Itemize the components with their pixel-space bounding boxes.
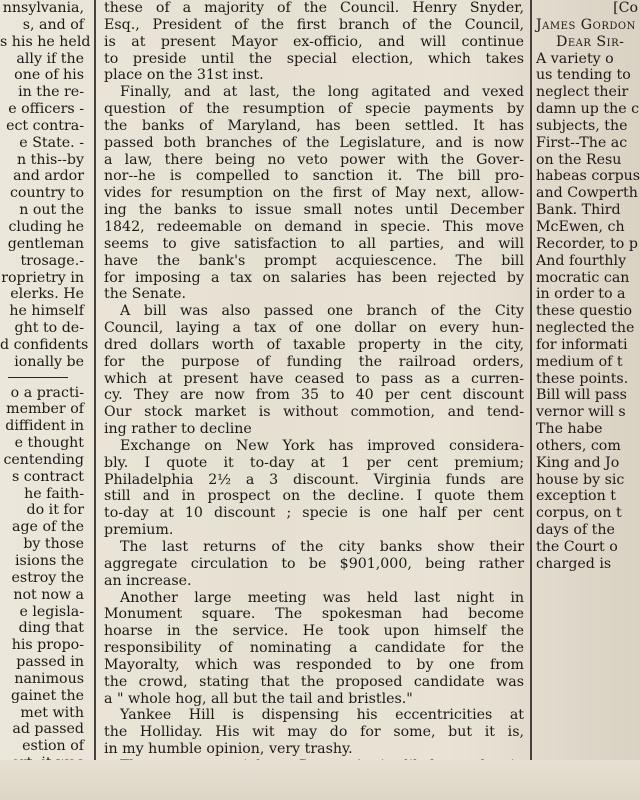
- article-line: house by sic: [536, 471, 625, 488]
- article-line: aggregate circulation to be $901,000, being rather: [104, 555, 524, 572]
- text-line: age of the: [12, 519, 84, 536]
- article-line: place on the 31st inst.: [104, 67, 264, 84]
- text-line: estroy the: [11, 569, 84, 586]
- text-line: gainet the: [10, 687, 84, 704]
- article-line: for the purpose of funding the railroad orders,: [104, 353, 524, 370]
- article-line: vides for resumption on the first of May next, allow-: [104, 185, 524, 202]
- article-line: premium.: [104, 522, 174, 539]
- article-line: Mayoralty, which was responded to by one from: [104, 656, 524, 673]
- article-line: charged is: [536, 555, 612, 572]
- text-line: cluding he: [8, 218, 84, 235]
- text-line: he faith-: [24, 485, 84, 502]
- article-line: And fourthly: [536, 252, 627, 269]
- article-line: us tending to: [536, 67, 631, 84]
- text-line: o a practi-: [10, 384, 84, 401]
- article-line: the Senate.: [104, 286, 187, 303]
- article-line: Yankee Hill is dispensing his eccentricities at: [120, 707, 524, 724]
- article-line: Our stock market is without commotion, and tend-: [104, 404, 524, 421]
- article-line: ing rather to decline: [104, 421, 252, 438]
- article-line: The last returns of the city banks show their: [120, 539, 524, 555]
- page-bottom-margin: [0, 760, 640, 800]
- article-line: neglected the: [536, 320, 635, 337]
- article-line: A variety o: [536, 50, 614, 67]
- article-line: exception t: [536, 488, 616, 505]
- right-column-header: [Co: [613, 0, 638, 16]
- article-line: still and in prospect on the decline. I quote them: [104, 488, 524, 505]
- article-line: nor--he is compelled to sanction it. The bill pro-: [104, 168, 524, 185]
- article-line: subjects, the: [536, 117, 628, 134]
- text-line: nanimous: [14, 670, 84, 687]
- article-line: an increase.: [104, 572, 192, 589]
- article-line: Philadelphia 2½ a 3 discount. Virginia funds are: [104, 471, 524, 488]
- article-line: question of the resumption of specie payments by: [104, 101, 524, 118]
- article-line: Esq., President of the first branch of the Council,: [104, 16, 524, 33]
- article-line: in order to a: [536, 286, 626, 303]
- text-line: e officers -: [8, 101, 84, 118]
- text-line: s his he held: [0, 33, 91, 50]
- text-line: trosage.-: [20, 252, 84, 269]
- article-line: mocratic can: [536, 269, 630, 286]
- text-line: in the re-: [18, 84, 84, 101]
- article-line: hoarse in the service. He took upon himself the: [104, 623, 524, 640]
- text-line: elerks. He: [10, 286, 84, 303]
- article-line: McEwen, ch: [536, 218, 625, 235]
- text-line: he himself: [9, 303, 84, 320]
- text-line: n this--by: [17, 151, 84, 168]
- article-line: for informati: [536, 336, 628, 353]
- text-line: d confidents: [0, 336, 89, 353]
- article-line: seems to give satisfaction to all parties, and will: [104, 235, 524, 252]
- left-column: [0, 0, 91, 760]
- article-line: the banks of Maryland, has been settled. It has: [104, 117, 524, 134]
- article-line: King and Jo: [536, 454, 620, 471]
- article-line: to preside until the special election, which takes: [104, 50, 524, 67]
- article-line: the Court o: [536, 539, 618, 555]
- article-line: Council, laying a tax of one dollar on every hun-: [104, 320, 524, 337]
- text-line: ally if the: [16, 50, 84, 67]
- text-line: ad passed: [12, 721, 84, 738]
- text-line: s contract: [11, 468, 84, 485]
- text-line: country to: [9, 185, 84, 202]
- article-line: Exchange on New York has improved considera-: [120, 437, 524, 454]
- article-line: for imposing a tax on salaries has been rejected by: [104, 269, 524, 286]
- article-line: cy. They are now from 35 to 40 per cent discount: [104, 387, 524, 404]
- article-line: a law, there being no veto power with the Gover-: [104, 151, 524, 168]
- text-line: not now a: [13, 586, 84, 603]
- article-line: Bill will pass: [536, 387, 627, 404]
- article-line: dred dollars worth of taxable property in the city,: [104, 336, 524, 353]
- text-line: isions the: [14, 553, 84, 569]
- article-line: passed both branches of the Legislature, and is now: [104, 134, 524, 151]
- article-line: vernor will s: [536, 404, 626, 421]
- article-line: Recorder, to p: [536, 235, 638, 252]
- article-line: have the bank's prompt acquiescence. The bill: [104, 252, 524, 269]
- article-line: damn up the c: [536, 101, 640, 118]
- text-line: ght to de-: [14, 320, 84, 337]
- article-line: neglect their: [536, 84, 629, 101]
- article-line: Finally, and at last, the long agitated and vexed: [120, 84, 524, 101]
- article-line: is at present Mayor ex-officio, and will continue: [104, 33, 524, 50]
- text-line: nnsylvania,: [2, 0, 84, 16]
- text-line: e State. -: [19, 134, 84, 151]
- article-line: these of a majority of the Council. Henry Snyder,: [104, 0, 524, 16]
- article-line: medium of t: [536, 353, 623, 370]
- article-line: A bill was also passed one branch of the City: [120, 303, 524, 320]
- article-line: Bank. Third: [536, 202, 621, 219]
- text-line: e legisla-: [19, 603, 84, 620]
- article-line: days of the: [536, 522, 615, 539]
- text-line: passed in: [16, 654, 84, 671]
- text-line: centending: [3, 451, 84, 468]
- article-line: First--The ac: [536, 134, 628, 151]
- article-line: and Cowperth: [536, 185, 638, 202]
- text-line: roprietry in: [1, 269, 84, 286]
- article-line: the crowd, stating that the proposed candidate was: [104, 673, 524, 690]
- article-line: bly. I quote it to-day at 1 per cent premium;: [104, 454, 524, 471]
- text-line: ding that: [18, 620, 84, 637]
- text-line: do it for: [26, 502, 84, 519]
- article-line: responsibility of nominating a candidate for the: [104, 640, 524, 657]
- article-line: ing the banks to issue small notes until December: [104, 202, 524, 219]
- article-line: these points.: [536, 370, 629, 387]
- column-rule-right: [530, 0, 532, 760]
- article-line: others, com: [536, 437, 621, 454]
- text-line: s, and of: [22, 16, 84, 33]
- text-line: n out the: [19, 202, 84, 219]
- text-line: diffident in: [5, 418, 84, 435]
- column-separator: [0, 371, 84, 385]
- text-line: by those: [23, 536, 84, 553]
- article-line: habeas corpus: [536, 168, 640, 185]
- article-line: on the Resu: [536, 151, 622, 168]
- text-line: estion of: [22, 738, 84, 755]
- article-line: The habe: [536, 421, 603, 438]
- text-line: his propo-: [11, 637, 84, 654]
- letter-salutation: Dear Sir-: [556, 33, 625, 50]
- text-line: one of his: [14, 67, 84, 84]
- article-line: corpus, on t: [536, 505, 622, 522]
- middle-column: [104, 0, 524, 760]
- text-line: e thought: [14, 435, 84, 452]
- text-line: ect contra-: [6, 117, 84, 134]
- right-column: [536, 0, 640, 760]
- article-line: to-day at 10 discount ; specie is one half per cent: [104, 505, 524, 522]
- text-line: ionally be: [14, 353, 84, 370]
- article-line: a " whole hog, all but the tail and bristles.": [104, 690, 413, 707]
- article-line: in my humble opinion, very trashy.: [104, 741, 353, 758]
- text-line: member of: [6, 401, 84, 418]
- article-line: 1842, redeemable on demand in specie. This move: [104, 218, 524, 235]
- article-line: these questio: [536, 303, 633, 320]
- text-line: met with: [20, 704, 84, 721]
- text-line: gentleman: [7, 235, 84, 252]
- column-rule-left: [94, 0, 96, 760]
- text-line: and ardor: [13, 168, 84, 185]
- article-line: Monument square. The spokesman had become: [104, 606, 524, 623]
- article-line: the Holliday. His wit may do for some, but it is,: [104, 724, 524, 741]
- article-line: Another large meeting was held last night in: [120, 589, 524, 606]
- letter-salutation: James Gordon: [536, 16, 636, 33]
- article-line: which at present have ceased to pass as a curren-: [104, 370, 524, 387]
